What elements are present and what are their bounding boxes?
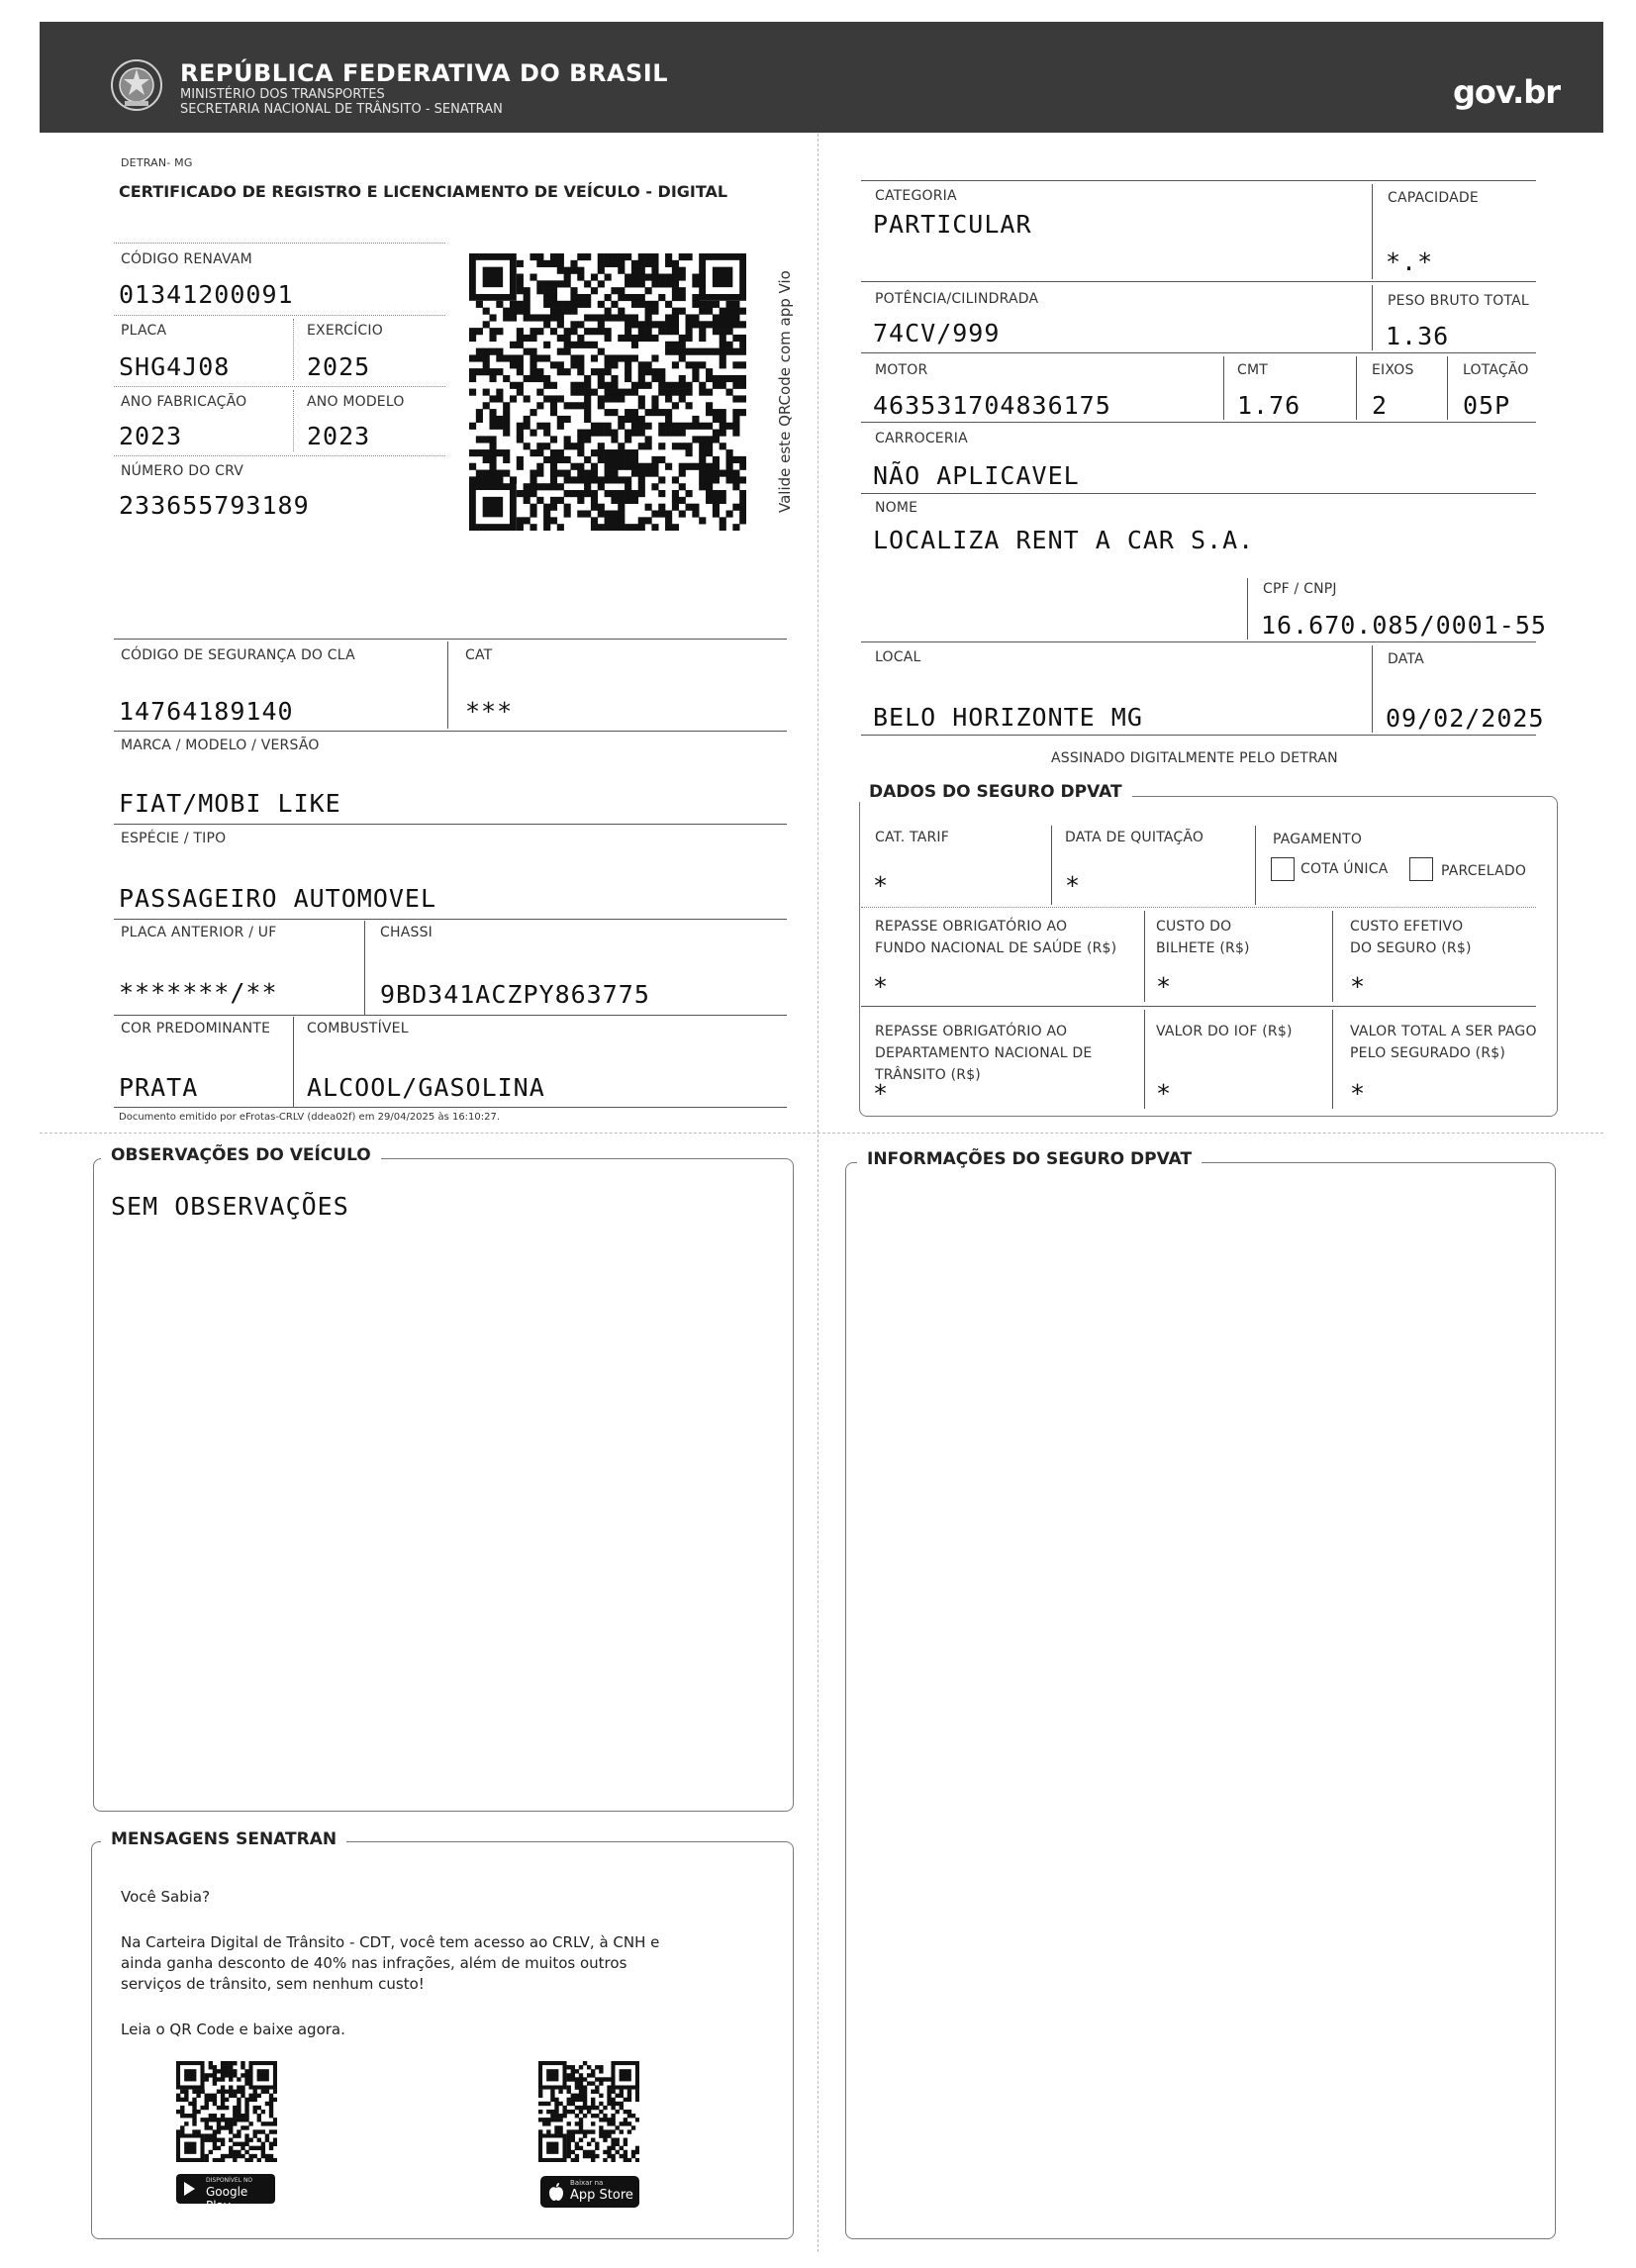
iof-label: VALOR DO IOF (R$) bbox=[1156, 1024, 1293, 1039]
cat-value: *** bbox=[465, 697, 514, 726]
crv-value: 233655793189 bbox=[119, 491, 310, 520]
ano-modelo-value: 2023 bbox=[307, 422, 371, 450]
separator bbox=[861, 422, 1536, 423]
separator bbox=[1332, 1010, 1333, 1109]
separator bbox=[1144, 1010, 1145, 1109]
iof-value: * bbox=[1156, 1079, 1173, 1108]
chassi-value: 9BD341ACZPY863775 bbox=[380, 980, 650, 1009]
coat-of-arms-icon bbox=[109, 57, 164, 113]
cor-value: PRATA bbox=[119, 1073, 199, 1102]
google-play-label: Google Play bbox=[206, 2185, 248, 2213]
separator bbox=[114, 919, 787, 920]
motor-value: 463531704836175 bbox=[873, 391, 1111, 420]
signed-note: ASSINADO DIGITALMENTE PELO DETRAN bbox=[1051, 750, 1338, 766]
peso-label: PESO BRUTO TOTAL bbox=[1388, 293, 1529, 309]
local-value: BELO HORIZONTE MG bbox=[873, 703, 1143, 732]
header-subtitle-senatran: SECRETARIA NACIONAL DE TRÂNSITO - SENATRAN bbox=[180, 102, 503, 117]
separator bbox=[1247, 578, 1248, 640]
mensagens-text-line3: serviços de trânsito, sem nenhum custo! bbox=[121, 1975, 425, 1993]
separator bbox=[861, 735, 1536, 736]
separator bbox=[1447, 356, 1448, 420]
repasse-sus-label-line2: FUNDO NACIONAL DE SAÚDE (R$) bbox=[875, 940, 1117, 956]
renavam-value: 01341200091 bbox=[119, 280, 294, 309]
separator bbox=[1356, 356, 1357, 420]
google-play-badge[interactable] bbox=[176, 2174, 275, 2213]
separator bbox=[861, 352, 1536, 353]
cota-unica-label: COTA ÚNICA bbox=[1300, 861, 1389, 877]
cmt-value: 1.76 bbox=[1237, 391, 1301, 420]
peso-value: 1.36 bbox=[1386, 322, 1450, 350]
observacoes-title: OBSERVAÇÕES DO VEÍCULO bbox=[101, 1145, 381, 1165]
combustivel-label: COMBUSTÍVEL bbox=[307, 1021, 409, 1036]
local-label: LOCAL bbox=[875, 649, 921, 665]
separator bbox=[114, 1015, 787, 1016]
ano-fabricacao-value: 2023 bbox=[119, 422, 183, 450]
cor-label: COR PREDOMINANTE bbox=[121, 1021, 271, 1036]
separator bbox=[1255, 826, 1256, 905]
repasse-dn-value: * bbox=[873, 1079, 890, 1108]
mensagens-text-line1: Na Carteira Digital de Trânsito - CDT, você tem acesso ao CRLV, à CNH e bbox=[121, 1933, 660, 1951]
custo-efetivo-label-line2: DO SEGURO (R$) bbox=[1350, 940, 1472, 956]
dpvat-title: DADOS DO SEGURO DPVAT bbox=[859, 782, 1132, 802]
categoria-value: PARTICULAR bbox=[873, 210, 1032, 239]
security-code-value: 14764189140 bbox=[119, 697, 294, 726]
info-dpvat-title: INFORMAÇÕES DO SEGURO DPVAT bbox=[857, 1149, 1202, 1169]
cat-label: CAT bbox=[465, 647, 493, 663]
custo-bilhete-label-line2: BILHETE (R$) bbox=[1156, 940, 1250, 956]
exercicio-value: 2025 bbox=[307, 352, 371, 381]
custo-bilhete-value: * bbox=[1156, 972, 1173, 1001]
capacidade-value: *.* bbox=[1386, 247, 1434, 276]
nome-value: LOCALIZA RENT A CAR S.A. bbox=[873, 526, 1255, 554]
parcelado-checkbox[interactable] bbox=[1409, 857, 1433, 881]
app-store-label: App Store bbox=[570, 2188, 633, 2203]
security-code-label: CÓDIGO DE SEGURANÇA DO CLA bbox=[121, 647, 355, 663]
chassi-label: CHASSI bbox=[380, 925, 433, 940]
apple-icon bbox=[548, 2182, 564, 2202]
quitacao-value: * bbox=[1065, 871, 1082, 900]
custo-bilhete-label-line1: CUSTO DO bbox=[1156, 919, 1232, 935]
combustivel-value: ALCOOL/GASOLINA bbox=[307, 1073, 545, 1102]
separator bbox=[114, 243, 445, 244]
app-store-small: Baixar na bbox=[570, 2179, 604, 2187]
eixos-value: 2 bbox=[1372, 391, 1389, 420]
observacoes-text: SEM OBSERVAÇÕES bbox=[111, 1192, 349, 1221]
cat-tarif-value: * bbox=[873, 871, 890, 900]
repasse-dn-label-line2: DEPARTAMENTO NACIONAL DE bbox=[875, 1045, 1093, 1061]
custo-efetivo-label-line1: CUSTO EFETIVO bbox=[1350, 919, 1464, 935]
mensagens-text-line2: ainda ganha desconto de 40% nas infrações, além de muitos outros bbox=[121, 1954, 627, 1972]
mensagens-question: Você Sabia? bbox=[121, 1888, 211, 1906]
qr-code-google-play[interactable] bbox=[176, 2061, 277, 2162]
potencia-value: 74CV/999 bbox=[873, 319, 1001, 347]
separator bbox=[861, 493, 1536, 494]
google-play-small: DISPONÍVEL NO bbox=[206, 2177, 253, 2184]
placa-anterior-label: PLACA ANTERIOR / UF bbox=[121, 925, 277, 940]
header-subtitle-ministry: MINISTÉRIO DOS TRANSPORTES bbox=[180, 87, 385, 102]
especie-value: PASSAGEIRO AUTOMOVEL bbox=[119, 884, 437, 913]
header-bar bbox=[40, 22, 1603, 133]
cpf-cnpj-label: CPF / CNPJ bbox=[1263, 581, 1337, 597]
ano-modelo-label: ANO MODELO bbox=[307, 394, 405, 410]
mensagens-cta: Leia o QR Code e baixe agora. bbox=[121, 2021, 345, 2038]
separator bbox=[114, 1107, 787, 1108]
eixos-label: EIXOS bbox=[1372, 362, 1414, 378]
separator bbox=[293, 390, 294, 451]
marca-value: FIAT/MOBI LIKE bbox=[119, 789, 341, 818]
info-dpvat-box bbox=[845, 1162, 1556, 2239]
issuer-label: DETRAN- MG bbox=[121, 156, 193, 169]
cmt-label: CMT bbox=[1237, 362, 1269, 378]
quitacao-label: DATA DE QUITAÇÃO bbox=[1065, 830, 1204, 845]
data-value: 09/02/2025 bbox=[1386, 704, 1545, 733]
separator bbox=[114, 386, 445, 387]
page-divider-horizontal bbox=[40, 1133, 1603, 1134]
qr-code-app-store[interactable] bbox=[538, 2061, 639, 2162]
total-label-line2: PELO SEGURADO (R$) bbox=[1350, 1045, 1506, 1061]
separator bbox=[447, 641, 448, 729]
total-label-line1: VALOR TOTAL A SER PAGO bbox=[1350, 1024, 1537, 1039]
potencia-label: POTÊNCIA/CILINDRADA bbox=[875, 291, 1039, 307]
custo-efetivo-value: * bbox=[1350, 972, 1367, 1001]
capacidade-label: CAPACIDADE bbox=[1388, 190, 1479, 206]
separator bbox=[114, 639, 787, 640]
separator bbox=[114, 824, 787, 825]
separator bbox=[1332, 911, 1333, 1002]
ano-fabricacao-label: ANO FABRICAÇÃO bbox=[121, 394, 247, 410]
header-title: REPÚBLICA FEDERATIVA DO BRASIL bbox=[180, 59, 669, 87]
separator bbox=[861, 641, 1536, 642]
separator bbox=[293, 1017, 294, 1108]
repasse-sus-value: * bbox=[873, 972, 890, 1001]
carroceria-label: CARROCERIA bbox=[875, 431, 968, 446]
separator bbox=[861, 1006, 1536, 1007]
total-value: * bbox=[1350, 1079, 1367, 1108]
separator bbox=[114, 315, 445, 316]
separator bbox=[861, 180, 1536, 181]
exercicio-label: EXERCÍCIO bbox=[307, 323, 383, 339]
separator bbox=[1223, 356, 1224, 420]
separator bbox=[114, 731, 787, 732]
govbr-logo: gov.br bbox=[1453, 73, 1560, 111]
crv-label: NÚMERO DO CRV bbox=[121, 463, 244, 479]
categoria-label: CATEGORIA bbox=[875, 188, 957, 204]
renavam-label: CÓDIGO RENAVAM bbox=[121, 251, 252, 267]
repasse-dn-label-line3: TRÂNSITO (R$) bbox=[875, 1067, 981, 1083]
separator bbox=[1051, 826, 1052, 905]
app-store-badge[interactable] bbox=[540, 2176, 639, 2208]
document-title: CERTIFICADO DE REGISTRO E LICENCIAMENTO DE VEÍCULO - DIGITAL bbox=[119, 182, 728, 201]
separator bbox=[1144, 911, 1145, 1002]
cpf-cnpj-value: 16.670.085/0001-55 bbox=[1261, 611, 1547, 640]
mensagens-title: MENSAGENS SENATRAN bbox=[101, 1829, 346, 1849]
motor-label: MOTOR bbox=[875, 362, 928, 378]
nome-label: NOME bbox=[875, 500, 918, 516]
lotacao-value: 05P bbox=[1463, 391, 1511, 420]
placa-anterior-value: *******/** bbox=[119, 978, 278, 1007]
repasse-sus-label-line1: REPASSE OBRIGATÓRIO AO bbox=[875, 919, 1068, 935]
lotacao-label: LOTAÇÃO bbox=[1463, 362, 1529, 378]
separator bbox=[1372, 184, 1373, 279]
separator bbox=[364, 921, 365, 1015]
separator bbox=[861, 281, 1536, 282]
parcelado-label: PARCELADO bbox=[1441, 863, 1527, 879]
observacoes-box bbox=[93, 1158, 794, 1812]
qr-code bbox=[469, 253, 746, 531]
qr-validate-note: Valide este QRCode com app Vio bbox=[776, 270, 794, 514]
especie-label: ESPÉCIE / TIPO bbox=[121, 831, 227, 846]
placa-value: SHG4J08 bbox=[119, 352, 231, 381]
cota-unica-checkbox[interactable] bbox=[1271, 857, 1295, 881]
separator bbox=[1372, 285, 1373, 350]
separator bbox=[1372, 645, 1373, 733]
separator bbox=[293, 319, 294, 380]
repasse-dn-label-line1: REPASSE OBRIGATÓRIO AO bbox=[875, 1024, 1068, 1039]
separator bbox=[861, 907, 1536, 908]
cat-tarif-label: CAT. TARIF bbox=[875, 830, 950, 845]
data-label: DATA bbox=[1388, 651, 1424, 667]
issuance-footnote: Documento emitido por eFrotas-CRLV (ddea02f) em 29/04/2025 às 16:10:27. bbox=[119, 1112, 501, 1123]
placa-label: PLACA bbox=[121, 323, 167, 339]
pagamento-label: PAGAMENTO bbox=[1273, 832, 1363, 847]
carroceria-value: NÃO APLICAVEL bbox=[873, 461, 1080, 490]
marca-label: MARCA / MODELO / VERSÃO bbox=[121, 738, 320, 753]
play-icon bbox=[184, 2182, 195, 2196]
separator bbox=[114, 455, 445, 456]
